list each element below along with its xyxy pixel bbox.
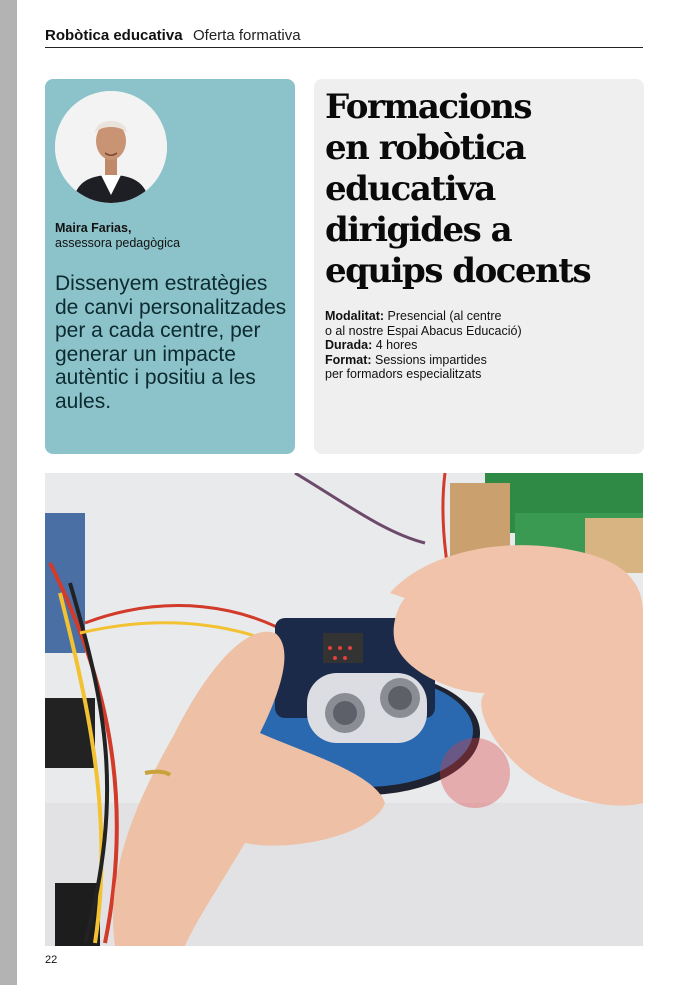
detail-modalitat — [325, 309, 635, 324]
modalitat-value: Presencial (al centre — [384, 309, 502, 323]
avatar — [55, 91, 167, 203]
person-role: assessora pedagògica — [55, 236, 181, 250]
profile-card — [45, 79, 295, 454]
detail-durada — [325, 338, 635, 353]
avatar-photo — [55, 91, 167, 203]
course-title — [325, 87, 635, 292]
page-side-bar — [0, 0, 17, 985]
durada-label: Durada: — [325, 338, 373, 352]
course-title-line: en robòtica — [325, 128, 526, 168]
course-title-line: equips docents — [325, 251, 591, 291]
page-header — [45, 25, 643, 48]
header-section: Robòtica educativa — [45, 27, 183, 44]
profile-quote: Dissenyem estratègies de canvi personalitzades per a cada centre, per generar un impacte autèntic i positiu a les aules. — [55, 272, 287, 413]
detail-format-cont: per formadors especialitzats — [325, 367, 482, 381]
modalitat-label: Modalitat: — [325, 309, 385, 323]
course-details — [325, 309, 635, 382]
detail-modalitat-cont: o al nostre Espai Abacus Educació) — [325, 323, 522, 338]
course-title-line: educativa — [325, 169, 495, 209]
detail-format — [325, 353, 635, 368]
robot-photo — [45, 473, 643, 946]
durada-value: 4 hores — [372, 338, 418, 352]
header-subsection: Oferta formativa — [193, 27, 301, 44]
format-label: Format: — [325, 352, 372, 367]
course-card — [314, 79, 644, 454]
page-number: 22 — [45, 954, 58, 966]
course-title-line: Formacions — [325, 87, 532, 127]
person-caption — [55, 221, 180, 251]
course-title-line: dirigides a — [325, 210, 512, 250]
format-value: Sessions impartides — [371, 352, 487, 367]
person-name: Maira Farias, — [55, 221, 132, 235]
robot-photo-illustration — [45, 473, 643, 946]
